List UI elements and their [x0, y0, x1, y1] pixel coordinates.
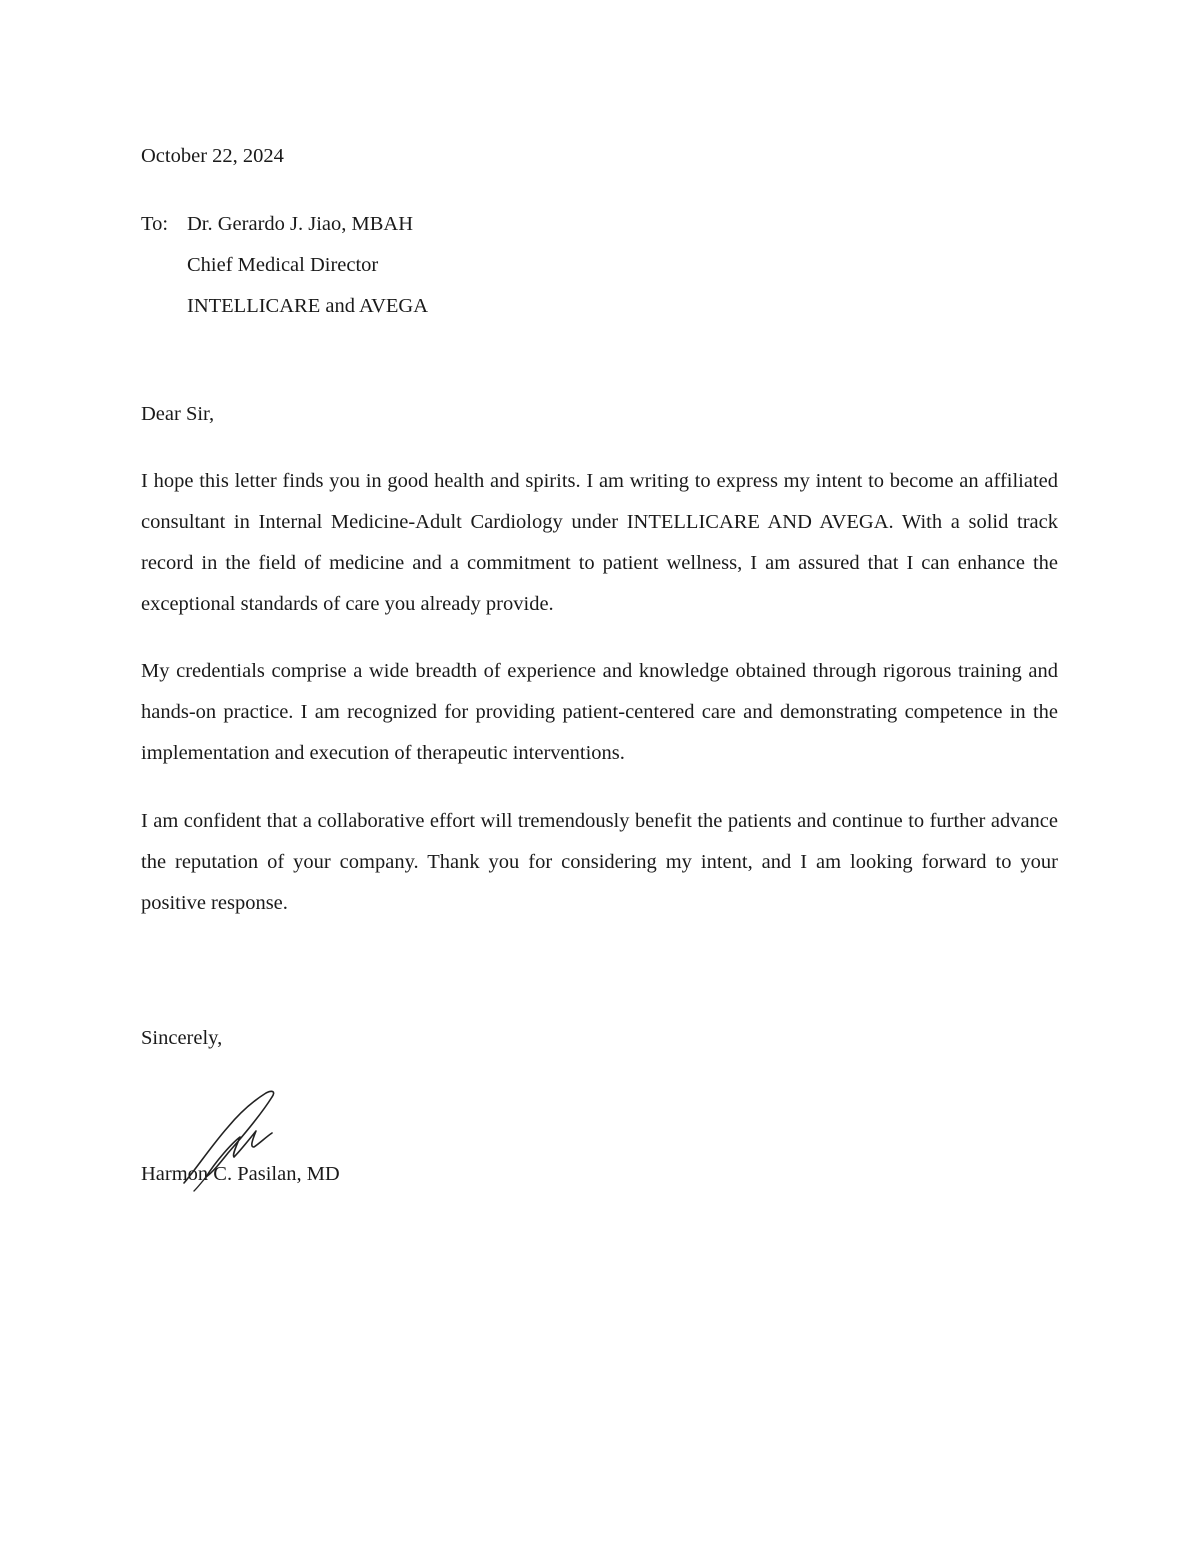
letter-date: October 22, 2024	[141, 145, 284, 167]
recipient-organization: INTELLICARE and AVEGA	[187, 295, 429, 317]
body-paragraph-2: My credentials comprise a wide breadth of experience and knowledge obtained through rigorous training and hands-on practice. I am recognized for providing patient-centered care and demonstrating competence in the implementation and execution of therapeutic interventions.	[141, 660, 1058, 764]
recipient-title: Chief Medical Director	[187, 254, 379, 276]
closing: Sincerely,	[141, 1027, 223, 1049]
recipient-name: Dr. Gerardo J. Jiao, MBAH	[187, 213, 414, 235]
salutation: Dear Sir,	[141, 403, 215, 425]
handwritten-signature	[176, 1085, 296, 1195]
body-paragraph-3: I am confident that a collaborative effort will tremendously benefit the patients and continue to further advance the reputation of your company. Thank you for considering my intent, and I am looking forward to your positive response.	[141, 810, 1058, 914]
body-paragraph-1: I hope this letter finds you in good health and spirits. I am writing to express my intent to become an affiliated consultant in Internal Medicine-Adult Cardiology under INTELLICARE AND AVEGA. With a solid track record in the field of medicine and a commitment to patient wellness, I am assured that I can enhance the exceptional standards of care you already provide.	[141, 470, 1058, 615]
recipient-block	[141, 204, 428, 327]
recipient-label: To:	[141, 213, 169, 235]
signer-name: Harmon C. Pasilan, MD	[141, 1163, 340, 1185]
